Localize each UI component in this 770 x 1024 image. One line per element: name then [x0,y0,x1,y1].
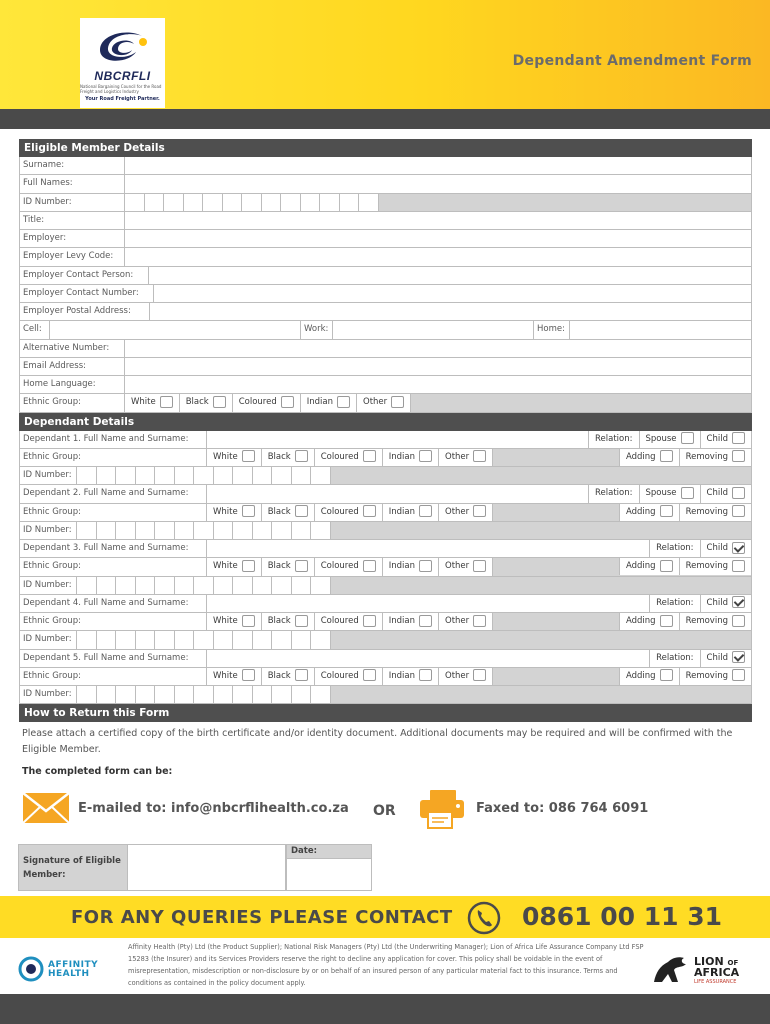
dependant-ethnic-row [19,668,752,686]
affinity-swirl-icon [18,956,44,982]
adding-checkbox[interactable] [660,505,673,517]
postal-address-label: Employer Postal Address: [20,303,150,320]
adding-checkbox[interactable] [660,615,673,627]
dependant-ethnic-label: Ethnic Group: [20,668,207,685]
action-group [619,613,751,630]
ethnic-option-indian[interactable] [383,613,439,630]
lion-wordmark: LION [694,955,724,968]
dependant-name-row [19,650,752,668]
removing-checkbox[interactable] [732,450,745,462]
child-checkbox[interactable] [732,487,745,499]
checkbox[interactable] [295,615,308,627]
full-names-field[interactable] [125,175,751,192]
option-label: Other [445,616,470,627]
checkbox[interactable] [473,615,486,627]
checkbox[interactable] [160,396,173,408]
language-field[interactable] [125,376,751,393]
queries-label: FOR ANY QUERIES PLEASE CONTACT [71,907,453,928]
dependant-id-digits[interactable] [77,467,331,484]
contact-person-row [19,267,752,285]
employer-label: Employer: [20,230,125,247]
option-label: Black [267,561,291,572]
option-label: Black [267,616,291,627]
dependant-name-field[interactable] [207,431,588,448]
dependant-id-row [19,631,752,649]
dependant-id-shade [331,631,752,648]
ethnic-option-indian[interactable] [383,449,439,466]
checkbox[interactable] [242,505,255,517]
surname-row [19,157,752,175]
title-label: Title: [20,212,125,229]
option-label: Coloured [320,670,359,681]
child-checkbox[interactable] [732,542,745,554]
option-label: Coloured [238,397,277,408]
checkbox[interactable] [419,505,432,517]
member-ethnic-other[interactable] [357,394,411,411]
ethnic-option-indian[interactable] [383,558,439,575]
email-field[interactable] [125,358,751,375]
contact-banner [0,896,770,938]
adding-label: Adding [625,670,656,681]
relation-child[interactable] [701,650,751,667]
checkbox[interactable] [295,505,308,517]
levy-code-row [19,248,752,266]
email-return-label[interactable]: E-mailed to: info@nbcrflihealth.co.za [78,801,349,816]
dependant-list [19,431,752,705]
levy-code-field[interactable] [125,248,751,265]
checkbox[interactable] [213,396,226,408]
ethnic-option-white[interactable] [207,449,262,466]
spouse-checkbox[interactable] [681,487,694,499]
work-field[interactable] [333,321,534,338]
relation-group [588,431,751,448]
dependant-id-label: ID Number: [20,467,77,484]
logo-tagline: National Bargaining Council for the Road Freight and Logistics Industry [80,84,162,94]
ethnic-option-black[interactable] [262,558,315,575]
action-group [619,504,751,521]
option-label: Other [363,397,388,408]
child-label: Child [706,488,728,499]
ethnic-option-other[interactable] [439,504,493,521]
dependant-name-row [19,485,752,503]
member-ethnic-row [19,394,752,412]
return-methods [0,788,770,828]
alt-number-field[interactable] [125,340,751,357]
dependant-ethnic-row [19,449,752,467]
affinity-wordmark: AFFINITY HEALTH [48,960,99,979]
ethnic-option-coloured[interactable] [315,613,383,630]
contact-person-label: Employer Contact Person: [20,267,149,284]
checkbox[interactable] [363,505,376,517]
member-ethnic-black[interactable] [180,394,233,411]
action-removing[interactable] [680,613,751,630]
signature-block [18,844,372,891]
legal-disclaimer: Affinity Health (Pty) Ltd (the Product Supplier); National Risk Managers (Pty) Ltd (the Underwriting Manager); Lion of Africa Life Assurance Company Ltd FSP 15283 (the Insurer) and its Services Providers reserve the right to decline any application for cover. This policy shall be voidable in the event of misrepresentation, misdescription or non-disclosure by or on behalf of an insured person of any particular material fact to this insurance. Terms and conditions as contained in the policy document apply. [128,943,644,987]
member-section-header: Eligible Member Details [19,139,752,157]
option-label: Indian [306,397,333,408]
dependant-ethnic-label: Ethnic Group: [20,449,207,466]
option-label: White [213,506,238,517]
contact-number-label: Employer Contact Number: [20,285,154,302]
option-label: Indian [388,670,415,681]
checkbox[interactable] [242,560,255,572]
ethnic-option-coloured[interactable] [315,504,383,521]
ethnic-option-white[interactable] [207,558,262,575]
postal-address-field[interactable] [150,303,751,320]
checkbox[interactable] [242,669,255,681]
postal-address-row [19,303,752,321]
checkbox[interactable] [337,396,350,408]
removing-label: Removing [685,670,728,681]
lion-of-africa-logo [650,952,755,988]
return-section-header: How to Return this Form [19,704,752,722]
lion-of: OF [727,959,739,967]
relation-text: Relation: [656,597,694,608]
action-adding[interactable] [619,558,680,575]
checkbox[interactable] [363,560,376,572]
ethnic-option-indian[interactable] [383,668,439,685]
child-checkbox[interactable] [732,432,745,444]
dependant-id-shade [331,467,752,484]
adding-checkbox[interactable] [660,669,673,681]
adding-label: Adding [625,506,656,517]
dependant-id-label: ID Number: [20,522,77,539]
dependant-id-shade [331,686,752,703]
return-instructions: Please attach a certified copy of the birth certificate and/or identity document. Additional documents may be required and will be confirmed with the Eligible Member. [22,728,733,756]
option-label: Black [267,451,291,462]
checkbox[interactable] [419,615,432,627]
member-id-row [19,194,752,212]
life-assurance-wordmark: LIFE ASSURANCE [694,979,737,985]
relation-text: Relation: [595,488,633,499]
date-field[interactable] [286,859,372,891]
removing-label: Removing [685,561,728,572]
phones-row [19,321,752,339]
checkbox[interactable] [295,450,308,462]
adding-checkbox[interactable] [660,560,673,572]
logo-slogan: Your Road Freight Partner. [85,96,160,102]
checkbox[interactable] [473,560,486,572]
email-label: Email Address: [20,358,125,375]
fax-return-label[interactable]: Faxed to: 086 764 6091 [476,801,649,816]
action-adding[interactable] [619,613,680,630]
dependant-name-field[interactable] [207,485,588,502]
or-label: OR [373,803,396,819]
member-id-label: ID Number: [20,194,125,211]
contact-phone[interactable]: 0861 00 11 31 [522,902,723,931]
dependant-name-label: Dependant 1. Full Name and Surname: [20,431,207,448]
ethnic-option-coloured[interactable] [315,558,383,575]
option-label: Coloured [320,561,359,572]
relation-child[interactable] [701,485,751,502]
dependant-ethnic-row [19,504,752,522]
relation-label [649,650,700,667]
member-ethnic-coloured[interactable] [233,394,301,411]
removing-checkbox[interactable] [732,505,745,517]
checkbox[interactable] [419,669,432,681]
option-label: Coloured [320,616,359,627]
dependant-name-label: Dependant 4. Full Name and Surname: [20,595,207,612]
dependant-name-field[interactable] [207,650,649,667]
checkbox[interactable] [295,560,308,572]
removing-checkbox[interactable] [732,615,745,627]
contact-person-field[interactable] [149,267,751,284]
child-label: Child [706,543,728,554]
full-names-row [19,175,752,193]
dependant-id-label: ID Number: [20,686,77,703]
dependant-name-field[interactable] [207,540,649,557]
relation-group [649,540,751,557]
surname-field[interactable] [125,157,751,174]
date-label: Date: [286,844,372,859]
member-ethnic-label: Ethnic Group: [20,394,125,411]
removing-label: Removing [685,506,728,517]
removing-checkbox[interactable] [732,560,745,572]
member-ethnic-indian[interactable] [301,394,357,411]
checkbox[interactable] [473,505,486,517]
action-group [619,558,751,575]
header-divider [0,109,770,129]
ethnic-option-other[interactable] [439,668,493,685]
relation-label [588,431,639,448]
spouse-checkbox[interactable] [681,432,694,444]
language-row [19,376,752,394]
relation-text: Relation: [656,652,694,663]
relation-label [649,540,700,557]
removing-checkbox[interactable] [732,669,745,681]
child-label: Child [706,597,728,608]
checkbox[interactable] [363,450,376,462]
checkbox[interactable] [242,450,255,462]
full-names-label: Full Names: [20,175,125,192]
relation-spouse[interactable] [640,431,701,448]
email-row [19,358,752,376]
footer-band [0,994,770,1024]
option-label: Coloured [320,506,359,517]
dependant-ethnic-row [19,613,752,631]
ethnic-option-coloured[interactable] [315,668,383,685]
checkbox[interactable] [391,396,404,408]
home-field[interactable] [570,321,751,338]
option-label: Indian [388,561,415,572]
action-removing[interactable] [680,558,751,575]
dependant-name-label: Dependant 3. Full Name and Surname: [20,540,207,557]
ethnic-option-white[interactable] [207,504,262,521]
dependant-ethnic-label: Ethnic Group: [20,558,207,575]
action-removing[interactable] [680,504,751,521]
option-label: Other [445,506,470,517]
fax-icon [416,788,468,830]
lion-icon [650,952,690,986]
dependant-ethnic-label: Ethnic Group: [20,504,207,521]
option-label: Coloured [320,451,359,462]
child-label: Child [706,652,728,663]
checkbox[interactable] [419,450,432,462]
member-ethnic-white[interactable] [125,394,180,411]
option-label: Black [267,670,291,681]
checkbox[interactable] [473,450,486,462]
cell-field[interactable] [50,321,301,338]
dependant-id-row [19,522,752,540]
employer-row [19,230,752,248]
option-label: Indian [388,451,415,462]
ethnic-option-white[interactable] [207,668,262,685]
option-label: White [213,616,238,627]
ethnic-option-other[interactable] [439,449,493,466]
checkbox[interactable] [473,669,486,681]
signature-label: Signature of Eligible Member: [18,844,128,891]
envelope-icon [22,792,70,824]
member-id-digits[interactable] [125,194,379,211]
ethnic-option-indian[interactable] [383,504,439,521]
ethnic-option-black[interactable] [262,504,315,521]
cell-label: Cell: [20,321,50,338]
work-label: Work: [301,321,333,338]
option-label: Black [185,397,209,408]
completed-label: The completed form can be: [22,766,173,778]
dependant-id-label: ID Number: [20,577,77,594]
dependant-ethnic-row [19,558,752,576]
dependant-name-row [19,431,752,449]
ethnic-option-black[interactable] [262,668,315,685]
member-ethnic-shade [411,394,751,411]
relation-label [649,595,700,612]
surname-label: Surname: [20,157,125,174]
title-row [19,212,752,230]
dependant-section-header: Dependant Details [19,413,752,431]
dependant-id-digits[interactable] [77,631,331,648]
option-label: White [213,451,238,462]
dependant-ethnic-label: Ethnic Group: [20,613,207,630]
dependant-id-digits[interactable] [77,522,331,539]
checkbox[interactable] [281,396,294,408]
dependant-id-digits[interactable] [77,577,331,594]
spouse-label: Spouse [645,488,677,499]
title-field[interactable] [125,212,751,229]
relation-child[interactable] [701,540,751,557]
dependant-id-shade [331,522,752,539]
option-label: Other [445,670,470,681]
language-label: Home Language: [20,376,125,393]
header-banner [0,0,770,109]
contact-number-field[interactable] [154,285,751,302]
checkbox[interactable] [363,615,376,627]
relation-child[interactable] [701,595,751,612]
option-label: Other [445,451,470,462]
dependant-id-digits[interactable] [77,686,331,703]
contact-number-row [19,285,752,303]
relation-group [649,595,751,612]
adding-label: Adding [625,451,656,462]
action-group [619,668,751,685]
employer-field[interactable] [125,230,751,247]
dependant-id-row [19,467,752,485]
nbcrfli-logo [80,18,165,108]
logo-brand: NBCRFLI [94,69,151,83]
option-label: Other [445,561,470,572]
child-checkbox[interactable] [732,596,745,608]
action-removing[interactable] [680,668,751,685]
relation-child[interactable] [701,431,751,448]
relation-text: Relation: [656,543,694,554]
ethnic-option-black[interactable] [262,613,315,630]
action-group [619,449,751,466]
member-id-shade [379,194,752,211]
action-removing[interactable] [680,449,751,466]
child-label: Child [706,433,728,444]
action-adding[interactable] [619,504,680,521]
alt-number-label: Alternative Number: [20,340,125,357]
option-label: White [213,561,238,572]
home-label: Home: [534,321,570,338]
dependant-name-row [19,540,752,558]
dependant-name-field[interactable] [207,595,649,612]
phone-icon [467,901,501,935]
ethnic-option-coloured[interactable] [315,449,383,466]
dependant-name-label: Dependant 2. Full Name and Surname: [20,485,207,502]
dependant-id-row [19,686,752,704]
form-sheet [19,139,752,777]
relation-label [588,485,639,502]
form-title: Dependant Amendment Form [512,53,752,69]
levy-code-label: Employer Levy Code: [20,248,125,265]
option-label: Black [267,506,291,517]
dependant-name-row [19,595,752,613]
checkbox[interactable] [419,560,432,572]
adding-label: Adding [625,561,656,572]
action-adding[interactable] [619,449,680,466]
ethnic-option-white[interactable] [207,613,262,630]
dependant-id-row [19,577,752,595]
affinity-health-logo [18,956,113,982]
ethnic-option-other[interactable] [439,613,493,630]
relation-group [649,650,751,667]
adding-checkbox[interactable] [660,450,673,462]
relation-group [588,485,751,502]
nbcrfli-swirl-icon [92,26,154,68]
relation-spouse[interactable] [640,485,701,502]
checkbox[interactable] [295,669,308,681]
signature-field[interactable] [128,844,286,891]
checkbox[interactable] [242,615,255,627]
dependant-name-label: Dependant 5. Full Name and Surname: [20,650,207,667]
option-label: Indian [388,506,415,517]
relation-text: Relation: [595,433,633,444]
ethnic-option-other[interactable] [439,558,493,575]
option-label: White [131,397,156,408]
adding-label: Adding [625,616,656,626]
option-label: Indian [388,616,415,627]
ethnic-option-black[interactable] [262,449,315,466]
africa-wordmark: AFRICA [694,966,740,979]
dependant-id-shade [331,577,752,594]
dependant-id-label: ID Number: [20,631,77,648]
removing-label: Removing [685,616,728,626]
option-label: White [213,670,238,681]
action-adding[interactable] [619,668,680,685]
alt-number-row [19,340,752,358]
checkbox[interactable] [363,669,376,681]
child-checkbox[interactable] [732,651,745,663]
spouse-label: Spouse [645,433,677,444]
removing-label: Removing [685,451,728,462]
